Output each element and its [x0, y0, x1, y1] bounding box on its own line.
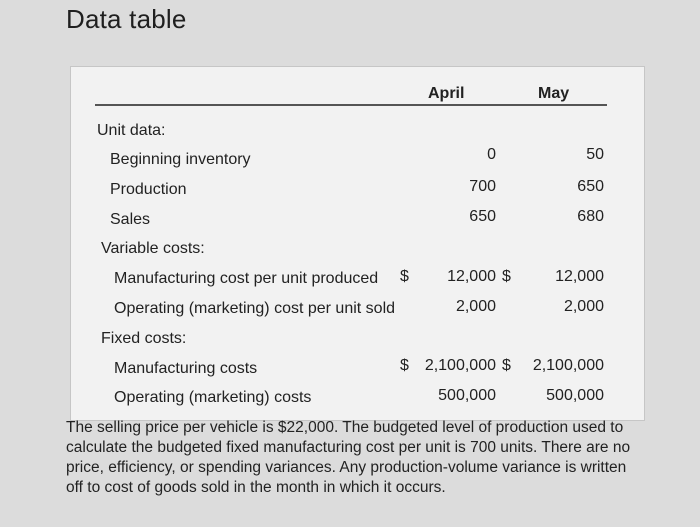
cell-sales-may: 680: [577, 208, 604, 225]
section-variable-costs: Variable costs:: [101, 240, 205, 257]
problem-note: The selling price per vehicle is $22,000. The budgeted level of production used to calculate the budgeted fixed manufacturing cost per unit is 700 units. There are no price, efficiency, or spending variances. Any production-volume variance is written off to cost of goods sold in the month in which it occurs.: [66, 419, 631, 496]
cell-mfg-cost-per-unit-april: 12,000: [447, 268, 496, 285]
currency-mfg-costs: $: [400, 357, 409, 374]
column-header-april: April: [428, 85, 465, 102]
section-unit-data: Unit data:: [97, 122, 166, 139]
row-label-beginning-inventory: Beginning inventory: [110, 151, 251, 168]
row-label-op-cost-per-unit: Operating (marketing) cost per unit sold: [114, 300, 396, 317]
cell-mfg-cost-per-unit-may: 12,000: [555, 268, 604, 285]
section-fixed-costs: Fixed costs:: [101, 330, 187, 347]
page-title: Data table: [66, 4, 187, 34]
currency-mfg-cost-per-unit-april: $: [502, 268, 511, 285]
column-header-may: May: [538, 85, 570, 102]
header-divider: [95, 104, 607, 106]
cell-mfg-costs-april: 2,100,000: [424, 357, 496, 374]
cell-op-costs-april: 500,000: [438, 387, 496, 404]
cell-op-cost-per-unit-may: 2,000: [563, 298, 604, 315]
row-label-production: Production: [110, 181, 187, 198]
cell-op-costs-may: 500,000: [546, 387, 604, 404]
cell-beginning-inventory-may: 50: [586, 146, 604, 163]
currency-mfg-cost-per-unit: $: [400, 268, 409, 285]
row-label-sales: Sales: [110, 211, 151, 228]
cell-op-cost-per-unit-april: 2,000: [455, 298, 496, 315]
currency-mfg-costs-april: $: [502, 357, 511, 374]
row-label-op-costs: Operating (marketing) costs: [114, 389, 312, 406]
cell-sales-april: 650: [469, 208, 496, 225]
cell-production-april: 700: [469, 178, 496, 195]
cell-mfg-costs-may: 2,100,000: [532, 357, 604, 374]
cell-beginning-inventory-april: 0: [487, 146, 496, 163]
row-label-mfg-costs: Manufacturing costs: [114, 360, 258, 377]
cell-production-may: 650: [577, 178, 604, 195]
row-label-mfg-cost-per-unit: Manufacturing cost per unit produced: [114, 270, 379, 287]
